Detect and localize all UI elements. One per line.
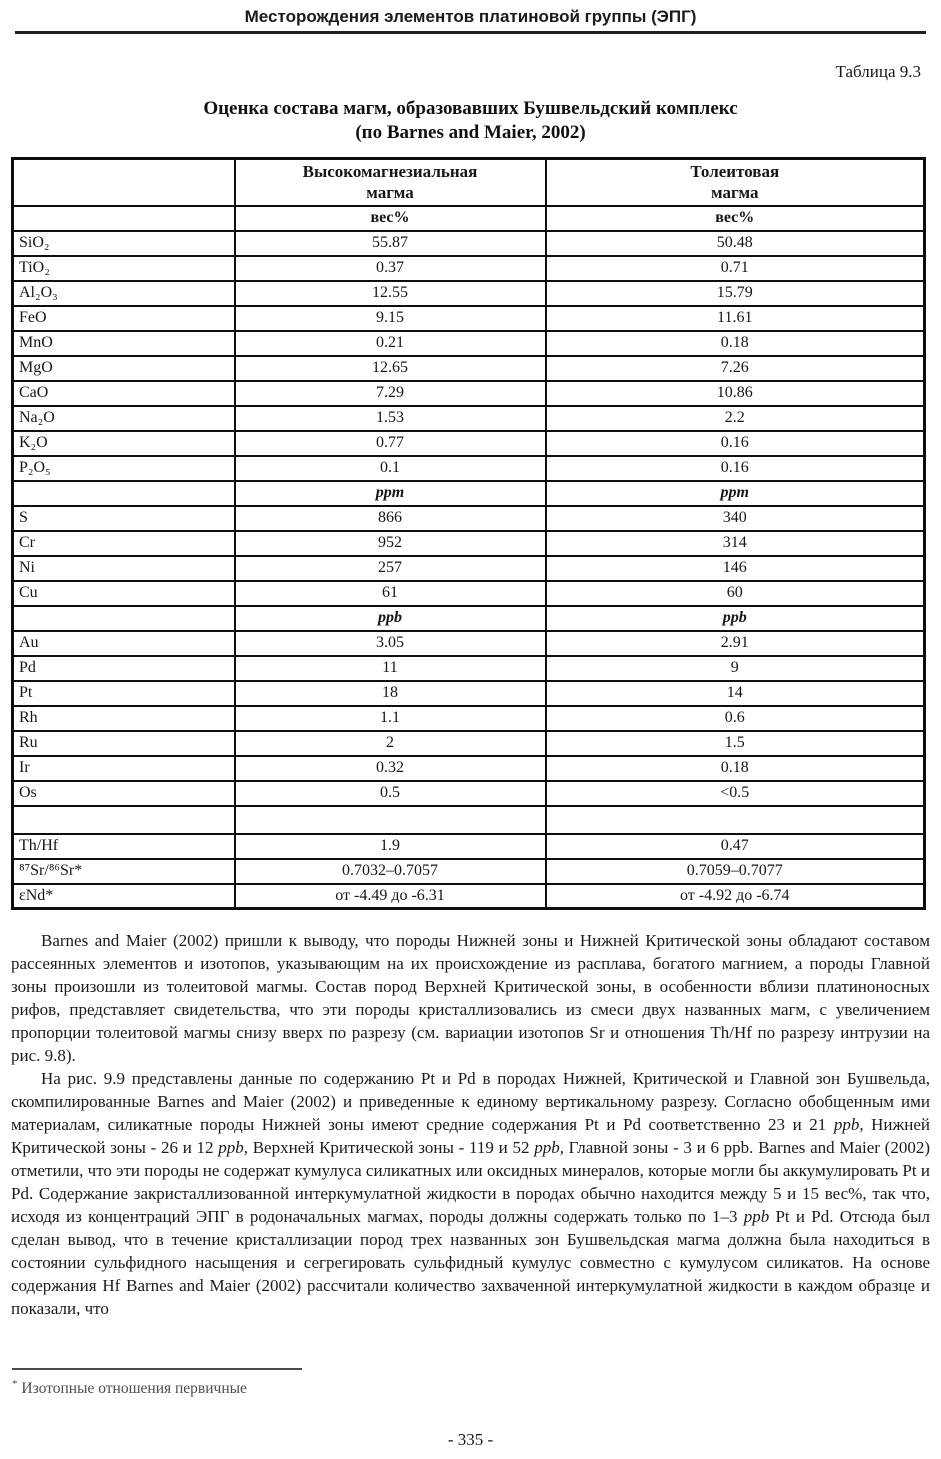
row-label-cell: Cr xyxy=(13,531,235,556)
value-cell-magma2: 14 xyxy=(546,681,925,706)
row-label-cell: Rh xyxy=(13,706,235,731)
value-cell-magma2: 0.7059–0.7077 xyxy=(546,859,925,884)
header-magma1-line2: магма xyxy=(366,183,414,203)
value-cell-magma1: 2 xyxy=(235,731,546,756)
magma-composition-table xyxy=(11,157,926,910)
value-cell-magma2: 0.18 xyxy=(546,756,925,781)
table-row xyxy=(13,884,925,909)
table-row xyxy=(13,756,925,781)
text-run: , Верхней Критической зоны - 119 и 52 xyxy=(243,1138,535,1157)
row-label-cell: Ni xyxy=(13,556,235,581)
row-label-cell: Cu xyxy=(13,581,235,606)
row-label-cell: ⁸⁷Sr/⁸⁶Sr* xyxy=(13,859,235,884)
row-label-cell: Th/Hf xyxy=(13,834,235,859)
value-cell-magma1: 1.1 xyxy=(235,706,546,731)
body-paragraph xyxy=(11,1067,930,1320)
row-label-cell: P₂O₅ xyxy=(13,456,235,481)
text-run: ppb xyxy=(743,1207,770,1226)
unit-wt-cell-1: вес% xyxy=(235,206,546,231)
text-run: , Главной зоны - 3 и 6 ppb. Barnes and Maier (2002) отметили, что эти породы не содержат кумулуса силикатных или оксидных минералов, которые могли бы аккумулировать Pt и Pd. Содержание закристаллизованной интеркумулатной жидкости в породах обычно находится между 5 и 15 вес%, так что, исходя из концентраций ЭПГ в родоначальных магмах, породы должны содержать только по 1–3 xyxy=(11,1138,930,1226)
value-cell-magma1: 0.32 xyxy=(235,756,546,781)
row-label-cell: K₂O xyxy=(13,431,235,456)
table-row xyxy=(13,859,925,884)
value-cell-magma1: 866 xyxy=(235,506,546,531)
value-cell-magma1: 1.9 xyxy=(235,834,546,859)
table-header-row xyxy=(13,159,925,206)
header-empty-cell xyxy=(13,159,235,206)
value-cell-magma1: 0.5 xyxy=(235,781,546,806)
row-label-cell: MnO xyxy=(13,331,235,356)
text-run: ppb xyxy=(833,1115,860,1134)
value-cell-magma1: 12.55 xyxy=(235,281,546,306)
value-cell-magma2 xyxy=(546,806,925,834)
value-cell-magma1: 0.7032–0.7057 xyxy=(235,859,546,884)
value-cell-magma1: 0.37 xyxy=(235,256,546,281)
table-title-line1: Оценка состава магм, образовавших Бушвельдский комплекс xyxy=(203,98,738,119)
value-cell-magma2: 146 xyxy=(546,556,925,581)
row-label-cell: CaO xyxy=(13,381,235,406)
table-row xyxy=(13,731,925,756)
row-label-cell: Pd xyxy=(13,656,235,681)
value-cell-magma2: 7.26 xyxy=(546,356,925,381)
value-cell-magma1: 7.29 xyxy=(235,381,546,406)
value-cell-magma2: 0.47 xyxy=(546,834,925,859)
value-cell-magma1: 257 xyxy=(235,556,546,581)
table-row xyxy=(13,806,925,834)
row-label-cell: Na₂O xyxy=(13,406,235,431)
table-row xyxy=(13,356,925,381)
value-cell-magma1: от -4.49 до -6.31 xyxy=(235,884,546,909)
row-label-cell xyxy=(13,481,235,506)
footnote-marker: * xyxy=(12,1378,18,1390)
text-run: ppb xyxy=(218,1138,244,1157)
value-cell-magma2: 2.91 xyxy=(546,631,925,656)
value-cell-magma2: 9 xyxy=(546,656,925,681)
text-run: ppb xyxy=(534,1138,560,1157)
value-cell-magma1: 55.87 xyxy=(235,231,546,256)
footnote-rule xyxy=(12,1368,302,1370)
value-cell-magma2: 0.16 xyxy=(546,431,925,456)
value-cell-magma2: 340 xyxy=(546,506,925,531)
value-cell-magma1: 0.77 xyxy=(235,431,546,456)
table-row xyxy=(13,581,925,606)
table-row xyxy=(13,406,925,431)
table-row xyxy=(13,506,925,531)
value-cell-magma1: 18 xyxy=(235,681,546,706)
value-cell-magma2: 11.61 xyxy=(546,306,925,331)
table-row xyxy=(13,531,925,556)
value-cell-magma2: 50.48 xyxy=(546,231,925,256)
text-run: Barnes and Maier (2002) пришли к выводу, что породы Нижней зоны и Нижней Критической зоны обладают составом рассеянных элементов и изотопов, указывающим на их происхождение из расплава, богатого магнием, а породы Главной зоны произошли из толеитовой магмы. Состав пород Верхней Критической зоны, в особенности вблизи платиноносных рифов, представляет свидетельства, что эти породы кристаллизовались из смеси двух названных магм, с увеличением пропорции толеитовой магмы снизу вверх по разрезу (см. вариации изотопов Sr и отношения Th/Hf по разрезу интрузии на рис. 9.8). xyxy=(11,931,930,1065)
table-row xyxy=(13,781,925,806)
value-cell-magma1 xyxy=(235,806,546,834)
row-label-cell: εNd* xyxy=(13,884,235,909)
value-cell-magma1: 12.65 xyxy=(235,356,546,381)
footnote xyxy=(12,1378,247,1398)
value-cell-magma2: 60 xyxy=(546,581,925,606)
table-row xyxy=(13,681,925,706)
unit-empty-cell xyxy=(13,206,235,231)
row-label-cell: Ir xyxy=(13,756,235,781)
value-cell-magma2: 10.86 xyxy=(546,381,925,406)
table-row xyxy=(13,656,925,681)
header-magma2-line1: Толеитовая xyxy=(690,162,780,182)
value-cell-magma2: 0.16 xyxy=(546,456,925,481)
value-cell-magma1: 3.05 xyxy=(235,631,546,656)
value-cell-magma2: 314 xyxy=(546,531,925,556)
row-label-cell: SiO₂ xyxy=(13,231,235,256)
table-row xyxy=(13,606,925,631)
footnote-text: Изотопные отношения первичные xyxy=(21,1380,247,1398)
table-row xyxy=(13,306,925,331)
row-label-cell: FeO xyxy=(13,306,235,331)
value-cell-magma2: от -4.92 до -6.74 xyxy=(546,884,925,909)
value-cell-magma1: 1.53 xyxy=(235,406,546,431)
value-cell-magma1: 952 xyxy=(235,531,546,556)
header-magma1-line1: Высокомагнезиальная xyxy=(302,162,478,182)
value-cell-magma1: ppm xyxy=(235,481,546,506)
row-label-cell: TiO₂ xyxy=(13,256,235,281)
body-paragraph xyxy=(11,929,930,1067)
table-row xyxy=(13,631,925,656)
text-run: На рис. 9.9 представлены данные по содержанию Pt и Pd в породах Нижней, Критической и Главной зон Бушвельда, скомпилированные Barnes and Maier (2002) и приведенные к единому вертикальному разрезу. Согласно обобщенным ими материалам, силикатные породы Нижней зоны имеют средние содержания Pt и Pd соответственно 23 и 21 xyxy=(11,1069,930,1134)
table-unit-header-row xyxy=(13,206,925,231)
text-run: , Нижней Критической зоны - 26 и 12 xyxy=(11,1115,930,1157)
page-number: - 335 - xyxy=(447,1430,494,1449)
value-cell-magma2: 1.5 xyxy=(546,731,925,756)
row-label-cell xyxy=(13,806,235,834)
value-cell-magma1: 0.1 xyxy=(235,456,546,481)
value-cell-magma2: 0.18 xyxy=(546,331,925,356)
row-label-cell xyxy=(13,606,235,631)
value-cell-magma2: 0.71 xyxy=(546,256,925,281)
row-label-cell: Os xyxy=(13,781,235,806)
row-label-cell: Ru xyxy=(13,731,235,756)
header-magma2-cell xyxy=(546,159,925,206)
table-row xyxy=(13,481,925,506)
running-header: Месторождения элементов платиновой группы (ЭПГ) xyxy=(244,7,697,26)
value-cell-magma2: 0.6 xyxy=(546,706,925,731)
table-row xyxy=(13,256,925,281)
row-label-cell: S xyxy=(13,506,235,531)
table-title-line2: (по Barnes and Maier, 2002) xyxy=(355,122,586,143)
header-magma2-line2: магма xyxy=(711,183,759,203)
value-cell-magma1: 11 xyxy=(235,656,546,681)
text-run: Pt и Pd. Отсюда был сделан вывод, что в течение кристаллизации пород трех названных зон Бушвельдская магма должна была находиться в состоянии сульфидного насыщения и сегрегировать сульфидный кумулус совместно с кумулусом силикатов. На основе содержания Hf Barnes and Maier (2002) рассчитали количество захваченной интеркумулатной жидкости в каждом образце и показали, что xyxy=(11,1207,930,1318)
value-cell-magma1: ppb xyxy=(235,606,546,631)
table-row xyxy=(13,331,925,356)
row-label-cell: Al₂O₃ xyxy=(13,281,235,306)
value-cell-magma1: 61 xyxy=(235,581,546,606)
table-row xyxy=(13,431,925,456)
header-rule xyxy=(15,31,926,34)
table-row xyxy=(13,456,925,481)
value-cell-magma2: 15.79 xyxy=(546,281,925,306)
table-number-label: Таблица 9.3 xyxy=(835,62,921,81)
table-row xyxy=(13,706,925,731)
row-label-cell: Pt xyxy=(13,681,235,706)
row-label-cell: MgO xyxy=(13,356,235,381)
header-magma1-cell xyxy=(235,159,546,206)
unit-wt-cell-2: вес% xyxy=(546,206,925,231)
value-cell-magma1: 9.15 xyxy=(235,306,546,331)
table-row xyxy=(13,381,925,406)
table-row xyxy=(13,231,925,256)
table-row xyxy=(13,281,925,306)
value-cell-magma2: 2.2 xyxy=(546,406,925,431)
table-row xyxy=(13,556,925,581)
value-cell-magma1: 0.21 xyxy=(235,331,546,356)
value-cell-magma2: ppm xyxy=(546,481,925,506)
row-label-cell: Au xyxy=(13,631,235,656)
body-text xyxy=(11,929,930,1320)
table-row xyxy=(13,834,925,859)
table-title xyxy=(0,97,941,145)
value-cell-magma2: ppb xyxy=(546,606,925,631)
value-cell-magma2: <0.5 xyxy=(546,781,925,806)
